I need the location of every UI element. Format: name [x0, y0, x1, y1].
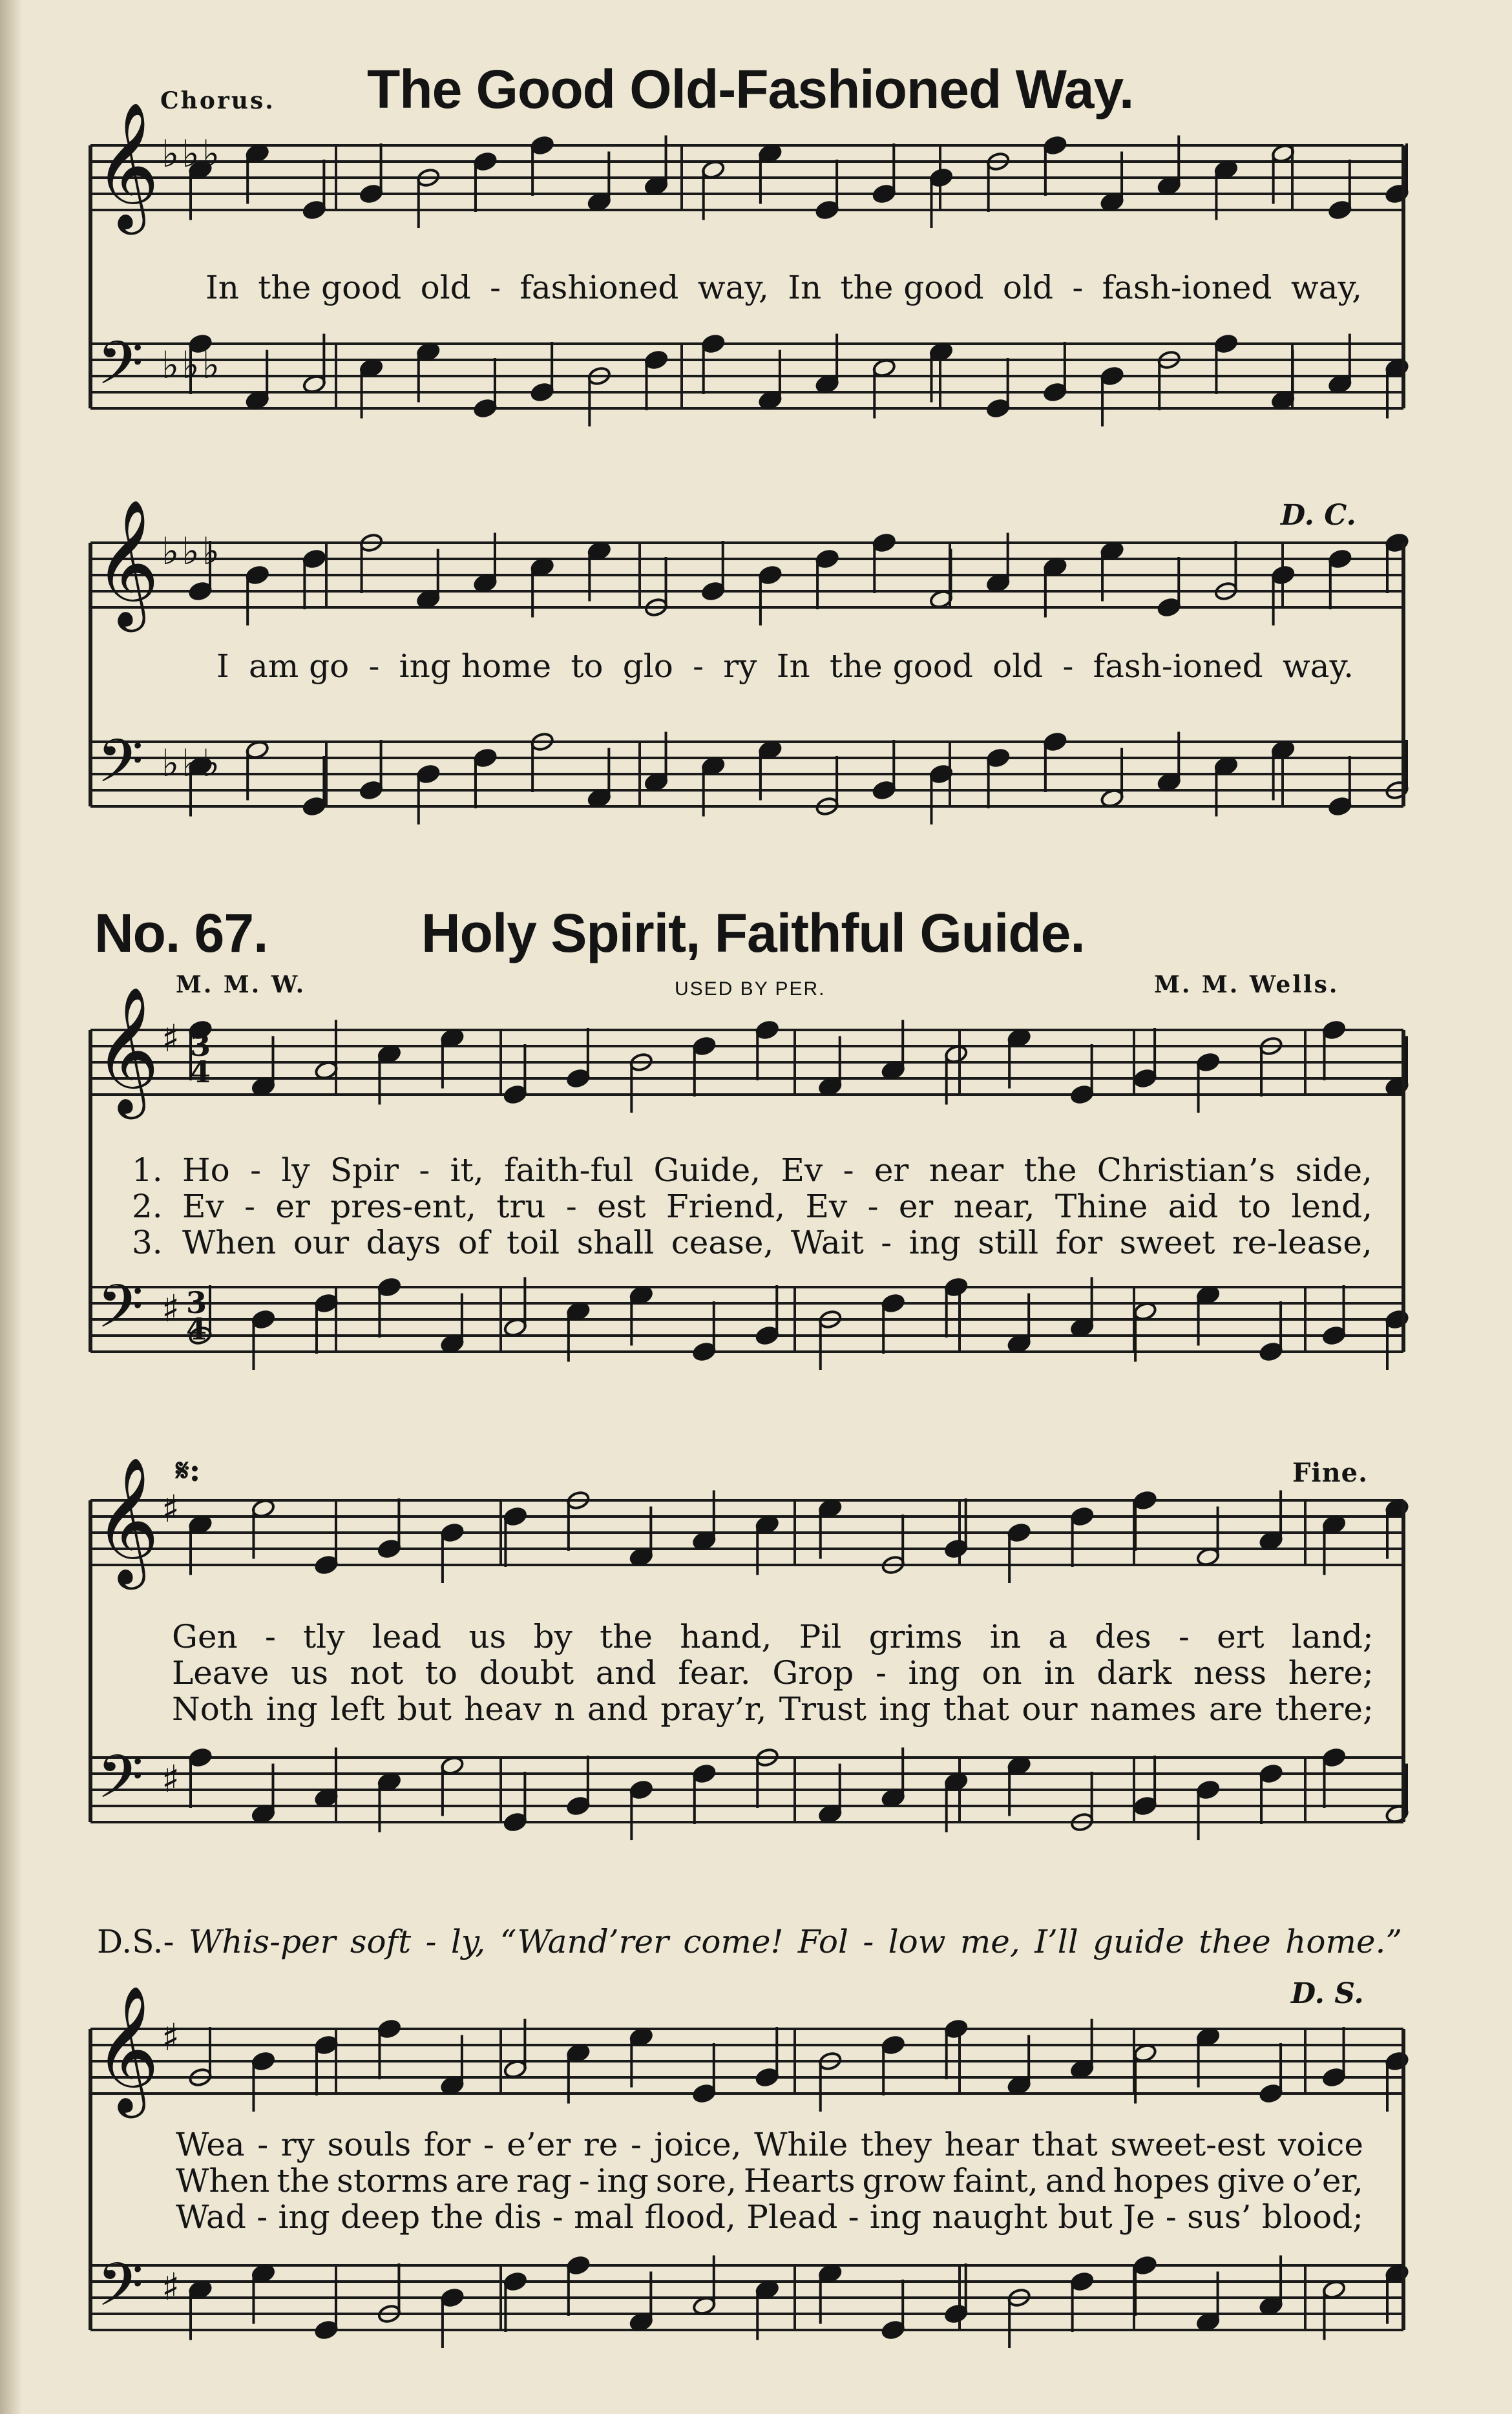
lyric-syllable: In — [776, 647, 810, 685]
song1-line2-lyrics — [216, 647, 1354, 685]
lyric-syllable: ly — [281, 1151, 310, 1189]
lyric-syllable: Friend, — [666, 1188, 786, 1225]
lyric-syllable: shall — [576, 1224, 655, 1261]
treble-clef-icon: 𝄞 — [94, 1985, 160, 2113]
lyric-syllable: it, — [450, 1151, 484, 1189]
lyric-row — [176, 2162, 1363, 2199]
lyric-row — [172, 1618, 1374, 1655]
lyric-syllable: er — [874, 1151, 909, 1189]
lyric-row — [182, 1151, 1372, 1189]
lyric-syllable: ing — [266, 1690, 318, 1728]
lyric-syllable: ing — [278, 2198, 330, 2236]
time-signature-top: 3 — [190, 1028, 211, 1063]
lyric-syllable: Whis-per — [188, 1923, 336, 1960]
lyric-syllable: - — [250, 1151, 261, 1189]
lyric-syllable: hand, — [680, 1618, 772, 1655]
bass-clef-icon: 𝄢 — [97, 329, 144, 413]
lyric-syllable: still — [978, 1224, 1039, 1261]
lyric-row — [182, 1226, 1372, 1259]
lyric-syllable: lend, — [1291, 1188, 1372, 1225]
lyric-syllable: “Wand’rer — [499, 1923, 669, 1960]
lyric-syllable: joice, — [654, 2126, 742, 2163]
lyric-syllable: our — [293, 1224, 350, 1261]
lyric-syllable: - — [578, 2162, 590, 2199]
lyric-syllable: near — [929, 1151, 1004, 1189]
lyric-syllable: ing — [869, 2198, 922, 2236]
lyric-syllable: lead — [372, 1618, 442, 1655]
lyric-syllable: and — [595, 1654, 656, 1692]
lyric-syllable: soft — [350, 1923, 412, 1960]
lyric-syllable: guide — [1093, 1923, 1184, 1960]
treble-clef-icon: 𝄞 — [94, 986, 160, 1114]
lyric-syllable: ing — [879, 1690, 931, 1728]
lyric-syllable: deep — [340, 2198, 421, 2236]
lyric-syllable: Je — [1122, 2198, 1155, 2236]
key-signature-icon: ♭♭♭ — [162, 529, 223, 573]
lyric-syllable: er — [275, 1188, 310, 1225]
lyric-syllable: - — [881, 1224, 892, 1261]
lyric-syllable: - — [693, 647, 704, 685]
lyric-syllable: Thine — [1055, 1188, 1148, 1225]
chorus-label: Chorus. — [160, 87, 275, 114]
lyric-syllable: in — [989, 1618, 1022, 1655]
lyric-syllable: storms — [337, 2162, 448, 2199]
lyric-syllable: Leave — [172, 1654, 269, 1692]
key-signature-icon: ♯ — [162, 2265, 183, 2309]
lyric-row — [172, 1654, 1374, 1692]
lyric-syllable: the good — [258, 269, 402, 306]
lyric-syllable: our — [1022, 1690, 1078, 1728]
lyric-syllable: and — [587, 1690, 648, 1728]
lyric-syllable: tru — [496, 1188, 546, 1225]
key-signature-icon: ♯ — [162, 1016, 183, 1060]
lyric-syllable: glo — [622, 647, 673, 685]
lyric-syllable: est — [597, 1188, 646, 1225]
lyric-syllable: voice — [1277, 2126, 1363, 2163]
lyric-syllable: Wea — [176, 2126, 245, 2163]
lyric-syllable: Trust — [779, 1690, 866, 1728]
lyric-syllable: des — [1095, 1618, 1151, 1655]
lyric-syllable: fashioned — [520, 269, 679, 306]
lyric-syllable: Hearts — [743, 2162, 856, 2199]
lyric-syllable: the good — [829, 647, 973, 685]
bass-clef-icon: 𝄢 — [97, 2251, 144, 2335]
key-signature-icon: ♯ — [162, 1757, 183, 1801]
treble-clef-icon: 𝄞 — [94, 499, 160, 627]
lyric-syllable: doubt — [479, 1654, 574, 1692]
lyric-syllable: the — [600, 1618, 653, 1655]
time-signature-bottom: 4 — [186, 1312, 207, 1347]
lyric-syllable: near, — [953, 1188, 1035, 1225]
lyric-syllable: pres-ent, — [330, 1188, 477, 1225]
lyric-syllable: that — [943, 1690, 1010, 1728]
song2-title: Holy Spirit, Faithful Guide. — [421, 903, 1085, 963]
lyric-syllable: me, — [960, 1923, 1020, 1960]
ds-label: D.S.- — [97, 1923, 174, 1960]
lyric-syllable: days — [366, 1224, 441, 1261]
segno-sign: 𝄋: — [176, 1453, 201, 1489]
key-signature-icon: ♯ — [162, 1487, 183, 1531]
lyric-syllable: - — [1072, 269, 1084, 306]
lyric-syllable: way, — [697, 269, 769, 306]
lyric-syllable: they — [860, 2126, 932, 2163]
lyric-syllable: re — [583, 2126, 618, 2163]
lyric-syllable: to — [1238, 1188, 1271, 1225]
time-signature — [186, 1285, 207, 1347]
lyric-syllable: heav — [464, 1690, 542, 1728]
lyric-syllable: hear — [944, 2126, 1020, 2163]
lyric-syllable: Spir — [330, 1151, 399, 1189]
lyric-syllable: sweet-est — [1110, 2126, 1266, 2163]
lyric-syllable: ing — [596, 2162, 649, 2199]
lyric-row — [172, 1690, 1374, 1728]
lyric-syllable: aid — [1168, 1188, 1219, 1225]
lyric-syllable: land; — [1291, 1618, 1374, 1655]
verse-number: 2. — [132, 1188, 163, 1225]
lyric-syllable: cease, — [671, 1224, 774, 1261]
lyric-syllable: but — [397, 1690, 452, 1728]
lyric-syllable: dark — [1097, 1654, 1172, 1692]
lyric-syllable: are — [1208, 1690, 1263, 1728]
time-signature-bottom: 4 — [190, 1055, 211, 1090]
lyric-syllable: - — [265, 1618, 276, 1655]
lyric-syllable: - — [1165, 2198, 1177, 2236]
lyric-syllable: Plead — [746, 2198, 838, 2236]
song2-number: No. 67. — [94, 903, 268, 963]
lyric-row — [176, 2198, 1363, 2236]
lyric-syllable: blood; — [1261, 2198, 1363, 2236]
lyric-syllable: - — [863, 1923, 874, 1960]
lyric-syllable: n — [554, 1690, 575, 1728]
lyric-syllable: way, — [1290, 269, 1362, 306]
lyric-syllable: us — [291, 1654, 328, 1692]
lyric-syllable: - — [867, 1188, 879, 1225]
lyric-syllable: dis — [494, 2198, 542, 2236]
lyric-syllable: - — [1178, 1618, 1190, 1655]
key-signature-icon: ♯ — [162, 1286, 183, 1330]
song1-line1-lyrics — [205, 271, 1362, 304]
lyric-syllable: Ev — [805, 1188, 848, 1225]
lyric-syllable: ly, — [450, 1923, 486, 1960]
verse-number: 1. — [132, 1151, 163, 1189]
lyric-syllable: - — [1062, 647, 1074, 685]
lyric-syllable: not — [350, 1654, 404, 1692]
lyric-syllable: mal — [573, 2198, 635, 2236]
lyric-syllable: faith-ful — [503, 1151, 634, 1189]
lyric-syllable: by — [533, 1618, 572, 1655]
lyric-syllable: and — [1045, 2162, 1106, 2199]
lyric-syllable: - — [257, 2198, 268, 2236]
lyric-syllable: the — [1024, 1151, 1077, 1189]
lyric-syllable: - — [552, 2198, 563, 2236]
lyric-syllable: in — [1044, 1654, 1075, 1692]
time-signature-top: 3 — [186, 1285, 207, 1320]
lyric-syllable: sore, — [655, 2162, 737, 2199]
lyric-syllable: souls — [327, 2126, 412, 2163]
lyric-syllable: o’er, — [1292, 2162, 1363, 2199]
lyric-syllable: of — [457, 1224, 490, 1261]
lyric-syllable: that — [1031, 2126, 1098, 2163]
lyric-syllable: - — [843, 1151, 854, 1189]
lyric-syllable: Fol — [797, 1923, 848, 1960]
lyric-syllable: tly — [303, 1618, 345, 1655]
lyric-syllable: When — [176, 2162, 270, 2199]
lyric-row — [182, 1190, 1372, 1223]
key-signature-icon: ♯ — [162, 2015, 183, 2059]
lyric-syllable: grow — [862, 2162, 946, 2199]
lyric-syllable: Christian’s — [1097, 1151, 1276, 1189]
lyric-syllable: ert — [1217, 1618, 1265, 1655]
lyric-syllable: - — [565, 1188, 577, 1225]
lyric-syllable: - — [630, 2126, 642, 2163]
lyric-syllable: sus’ — [1187, 2198, 1252, 2236]
ds-mark: D. S. — [1291, 1977, 1364, 2010]
lyric-syllable: In — [205, 269, 239, 306]
lyric-syllable: While — [754, 2126, 848, 2163]
lyric-syllable: grims — [868, 1618, 963, 1655]
lyric-syllable: thee — [1199, 1923, 1271, 1960]
lyric-syllable: ry — [280, 2126, 315, 2163]
lyric-syllable: e’er — [507, 2126, 571, 2163]
treble-clef-icon: 𝄞 — [94, 101, 160, 229]
lyric-syllable: left — [330, 1690, 385, 1728]
lyric-syllable: come! — [683, 1923, 784, 1960]
lyric-row — [176, 2128, 1363, 2161]
lyric-syllable: - — [244, 1188, 255, 1225]
lyric-syllable: Gen — [172, 1618, 238, 1655]
lyric-syllable: hopes — [1113, 2162, 1210, 2199]
lyric-syllable: old — [1002, 269, 1053, 306]
lyric-syllable: rag — [516, 2162, 572, 2199]
lyric-syllable: - — [483, 2126, 494, 2163]
lyric-syllable: to — [425, 1654, 457, 1692]
lyric-syllable: naught — [932, 2198, 1047, 2236]
lyric-syllable: am go — [249, 647, 350, 685]
verse-number: 3. — [132, 1224, 163, 1261]
lyric-syllable: Pil — [799, 1618, 842, 1655]
lyric-syllable: flood, — [644, 2198, 736, 2236]
music-by: M. M. Wells. — [1154, 971, 1339, 998]
lyric-syllable: re-lease, — [1232, 1224, 1372, 1261]
lyric-syllable: the — [430, 2198, 484, 2236]
lyric-syllable: the — [277, 2162, 330, 2199]
lyric-syllable: pray’r, — [660, 1690, 767, 1728]
lyric-syllable: Wait — [790, 1224, 864, 1261]
lyric-syllable: - — [368, 647, 380, 685]
bass-clef-icon: 𝄢 — [97, 1272, 144, 1356]
lyric-syllable: ing — [908, 1654, 960, 1692]
lyric-syllable: Guide, — [653, 1151, 761, 1189]
lyric-syllable: but — [1058, 2198, 1113, 2236]
lyric-syllable: there; — [1275, 1690, 1374, 1728]
lyric-syllable: fash-ioned — [1093, 647, 1263, 685]
permission-note: USED BY PER. — [675, 978, 826, 1000]
ds-refrain-line — [97, 1923, 1402, 1960]
lyric-syllable: Ev — [781, 1151, 823, 1189]
lyric-syllable: Noth — [172, 1690, 254, 1728]
key-signature-icon: ♭♭♭ — [162, 343, 223, 387]
bass-clef-icon: 𝄢 — [97, 727, 144, 811]
lyric-syllable: I — [216, 647, 229, 685]
lyric-syllable: home.” — [1285, 1923, 1402, 1960]
song1-title: The Good Old-Fashioned Way. — [367, 59, 1134, 120]
lyric-syllable: Ev — [182, 1188, 224, 1225]
lyric-syllable: - — [875, 1654, 887, 1692]
lyric-syllable: fear. — [678, 1654, 751, 1692]
lyric-syllable: give — [1217, 2162, 1285, 2199]
lyric-syllable: Wad — [176, 2198, 246, 2236]
lyric-syllable: - — [425, 1923, 437, 1960]
lyric-syllable: - — [848, 2198, 859, 2236]
lyric-syllable: - — [490, 269, 501, 306]
lyric-syllable: side, — [1295, 1151, 1372, 1189]
lyric-syllable: us — [468, 1618, 507, 1655]
fine-mark: Fine. — [1292, 1458, 1369, 1488]
lyric-syllable: toil — [506, 1224, 560, 1261]
treble-clef-icon: 𝄞 — [94, 1456, 160, 1584]
lyric-syllable: Grop — [772, 1654, 854, 1692]
lyric-syllable: - — [419, 1151, 430, 1189]
bass-clef-icon: 𝄢 — [97, 1743, 144, 1827]
lyric-syllable: fash-ioned — [1102, 269, 1272, 306]
lyric-syllable: way. — [1282, 647, 1354, 685]
song1-dc-mark: D. C. — [1281, 499, 1356, 532]
lyric-syllable: sweet — [1119, 1224, 1215, 1261]
lyric-syllable: for — [423, 2126, 471, 2163]
key-signature-icon: ♭♭♭ — [162, 741, 223, 785]
lyric-syllable: When — [182, 1224, 277, 1261]
lyric-syllable: - — [257, 2126, 269, 2163]
lyric-syllable: er — [898, 1188, 934, 1225]
lyric-syllable: a — [1048, 1618, 1068, 1655]
lyric-syllable: low — [888, 1923, 946, 1960]
key-signature-icon: ♭♭♭ — [162, 132, 223, 176]
lyric-syllable: the good — [840, 269, 984, 306]
lyric-syllable: In — [788, 269, 822, 306]
lyric-syllable: on — [982, 1654, 1022, 1692]
lyric-syllable: I’ll — [1034, 1923, 1078, 1960]
lyric-syllable: ness — [1193, 1654, 1267, 1692]
lyric-syllable: ing home — [399, 647, 552, 685]
lyric-syllable: for — [1055, 1224, 1103, 1261]
lyric-syllable: names — [1089, 1690, 1197, 1728]
lyric-syllable: are — [455, 2162, 510, 2199]
lyric-syllable: faint, — [952, 2162, 1038, 2199]
lyric-syllable: Ho — [182, 1151, 230, 1189]
lyric-syllable: ing — [908, 1224, 961, 1261]
words-by: M. M. W. — [176, 971, 306, 998]
lyric-syllable: here; — [1288, 1654, 1374, 1692]
lyric-syllable: ry — [723, 647, 757, 685]
lyric-syllable: old — [992, 647, 1044, 685]
lyric-syllable: old — [420, 269, 471, 306]
lyric-syllable: to — [571, 647, 604, 685]
time-signature — [190, 1028, 211, 1090]
